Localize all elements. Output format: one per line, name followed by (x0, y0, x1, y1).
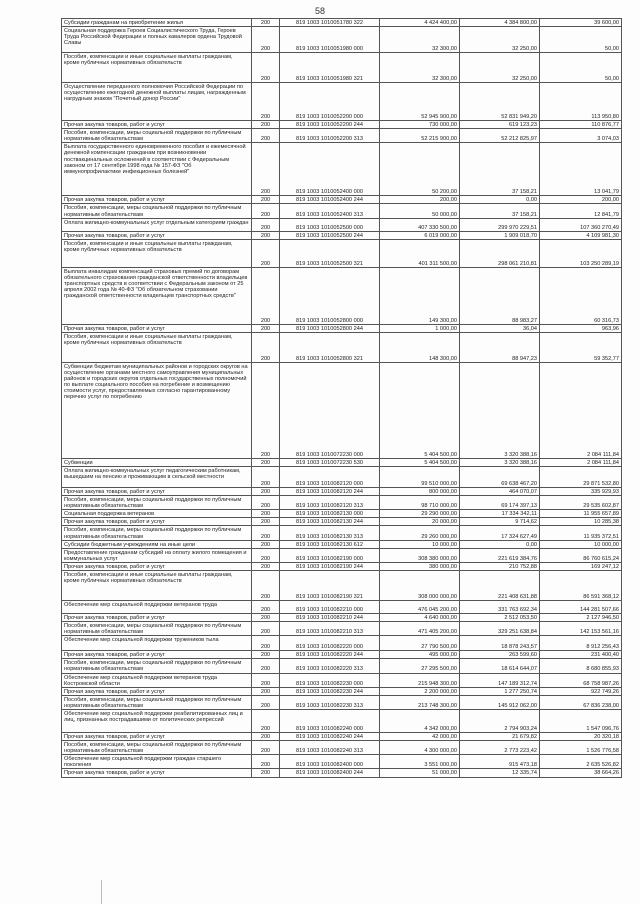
table-row (62, 324, 622, 332)
row-grbs-code: 200 (252, 636, 280, 651)
row-executed-amount: 32 250,00 (460, 53, 540, 83)
row-grbs-code: 200 (252, 53, 280, 83)
table-row (62, 687, 622, 695)
table-row (62, 121, 622, 129)
row-name: Обеспечение мер социальной поддержки реабилитированных лиц и лиц, признанных пострадавшими от политических репрессий (62, 710, 252, 733)
row-remaining-amount: 142 153 561,16 (540, 622, 622, 636)
row-executed-amount: 619 123,23 (460, 121, 540, 129)
row-executed-amount: 464 070,07 (460, 487, 540, 495)
row-name: Пособия, компенсации и иные социальные выплаты гражданам, кроме публичных нормативных обязательств (62, 332, 252, 362)
row-budget-code: 819 1003 1010052400 313 (280, 204, 380, 218)
row-budget-code: 819 1003 1010082190 000 (280, 548, 380, 562)
row-budget-code: 819 1003 1010082240 244 (280, 733, 380, 741)
row-name: Пособия, компенсации и иные социальные выплаты гражданам, кроме публичных нормативных обязательств (62, 570, 252, 600)
table-row (62, 636, 622, 651)
row-executed-amount: 0,00 (460, 540, 540, 548)
row-remaining-amount: 144 281 507,66 (540, 600, 622, 613)
table-row (62, 526, 622, 540)
table-row (62, 769, 622, 777)
row-grbs-code: 200 (252, 324, 280, 332)
row-grbs-code: 200 (252, 83, 280, 121)
row-budget-code: 819 1003 1010082210 313 (280, 622, 380, 636)
row-remaining-amount: 110 876,77 (540, 121, 622, 129)
row-grbs-code: 200 (252, 562, 280, 570)
row-executed-amount: 263 599,60 (460, 651, 540, 659)
row-executed-amount: 915 473,18 (460, 755, 540, 769)
row-grbs-code: 200 (252, 27, 280, 53)
row-name: Прочая закупка товаров, работ и услуг (62, 687, 252, 695)
row-approved-amount: 98 710 000,00 (380, 496, 460, 510)
row-approved-amount: 52 945 900,00 (380, 83, 460, 121)
row-approved-amount: 380 000,00 (380, 562, 460, 570)
table-row (62, 239, 622, 267)
row-approved-amount: 6 019 000,00 (380, 231, 460, 239)
row-remaining-amount: 59 352,77 (540, 332, 622, 362)
row-executed-amount: 2 773 223,42 (460, 741, 540, 755)
row-remaining-amount: 335 929,93 (540, 487, 622, 495)
row-budget-code: 819 1003 1010082400 000 (280, 755, 380, 769)
row-executed-amount: 88 947,23 (460, 332, 540, 362)
row-grbs-code: 200 (252, 613, 280, 621)
row-name: Прочая закупка товаров, работ и услуг (62, 733, 252, 741)
budget-table (61, 18, 622, 778)
row-executed-amount: 9 714,62 (460, 518, 540, 526)
row-executed-amount: 17 334 342,11 (460, 510, 540, 518)
row-budget-code: 819 1003 1010052500 321 (280, 239, 380, 267)
row-remaining-amount: 38 664,26 (540, 769, 622, 777)
row-grbs-code: 200 (252, 143, 280, 196)
row-name: Пособия, компенсации, меры социальной поддержки по публичным нормативным обязательствам (62, 204, 252, 218)
row-approved-amount: 5 404 500,00 (380, 362, 460, 458)
row-grbs-code: 200 (252, 570, 280, 600)
row-approved-amount: 308 000 000,00 (380, 570, 460, 600)
row-executed-amount: 2 512 053,50 (460, 613, 540, 621)
table-row (62, 487, 622, 495)
row-name: Пособия, компенсации, меры социальной поддержки по публичным нормативным обязательствам (62, 695, 252, 709)
row-remaining-amount: 3 074,03 (540, 129, 622, 143)
table-row (62, 129, 622, 143)
row-remaining-amount: 50,00 (540, 27, 622, 53)
table-row (62, 600, 622, 613)
row-name: Прочая закупка товаров, работ и услуг (62, 562, 252, 570)
row-name: Субвенции бюджетам муниципальных районов и городских округов на осуществление органами местного самоуправления муниципальных районов и городских округов отдельных государственных полномочий по выплате социального пособия на погребение и возмещению стоимости услуг, предоставляемых согласно гарантированному перечню услуг по погребению (62, 362, 252, 458)
row-executed-amount: 32 250,00 (460, 27, 540, 53)
row-approved-amount: 52 215 900,00 (380, 129, 460, 143)
row-executed-amount: 17 324 627,49 (460, 526, 540, 540)
table-row (62, 651, 622, 659)
row-remaining-amount: 169 247,12 (540, 562, 622, 570)
row-remaining-amount: 86 591 368,12 (540, 570, 622, 600)
row-budget-code: 819 1003 1010052800 000 (280, 267, 380, 324)
row-approved-amount: 1 000,00 (380, 324, 460, 332)
row-budget-code: 819 1003 1010082220 313 (280, 659, 380, 673)
row-approved-amount: 29 290 000,00 (380, 510, 460, 518)
row-name: Прочая закупка товаров, работ и услуг (62, 231, 252, 239)
row-name: Пособия, компенсации, меры социальной поддержки по публичным нормативным обязательствам (62, 741, 252, 755)
table-row (62, 496, 622, 510)
row-approved-amount: 4 342 000,00 (380, 710, 460, 733)
row-grbs-code: 200 (252, 466, 280, 487)
row-approved-amount: 99 510 000,00 (380, 466, 460, 487)
row-grbs-code: 200 (252, 687, 280, 695)
row-grbs-code: 200 (252, 231, 280, 239)
row-budget-code: 819 1003 1010082220 244 (280, 651, 380, 659)
row-approved-amount: 42 000,00 (380, 733, 460, 741)
row-approved-amount: 50 200,00 (380, 143, 460, 196)
row-executed-amount: 329 251 638,84 (460, 622, 540, 636)
row-budget-code: 819 1003 1010052200 000 (280, 83, 380, 121)
table-row (62, 218, 622, 231)
row-approved-amount: 51 000,00 (380, 769, 460, 777)
row-name: Выплата государственного единовременного пособия и ежемесячной денежной компенсации гражданам при возникновении поствакцинальных осложнений в соответствии с Федеральным законом от 17 сентября 1998 года № 157-ФЗ "Об иммунопрофилактике инфекционных болезней" (62, 143, 252, 196)
row-executed-amount: 3 320 388,16 (460, 362, 540, 458)
row-remaining-amount: 2 084 111,84 (540, 362, 622, 458)
row-grbs-code: 200 (252, 526, 280, 540)
row-approved-amount: 4 424 400,00 (380, 19, 460, 27)
table-row (62, 196, 622, 204)
row-name: Прочая закупка товаров, работ и услуг (62, 769, 252, 777)
row-budget-code: 819 1003 1010052500 000 (280, 218, 380, 231)
row-remaining-amount: 200,00 (540, 196, 622, 204)
row-budget-code: 819 1003 1010082230 244 (280, 687, 380, 695)
row-remaining-amount: 60 316,73 (540, 267, 622, 324)
row-grbs-code: 200 (252, 196, 280, 204)
row-name: Прочая закупка товаров, работ и услуг (62, 324, 252, 332)
row-grbs-code: 200 (252, 710, 280, 733)
row-name: Социальная поддержка ветеранов (62, 510, 252, 518)
row-executed-amount: 0,00 (460, 196, 540, 204)
row-executed-amount: 52 212 825,97 (460, 129, 540, 143)
row-budget-code: 819 1003 1010082240 000 (280, 710, 380, 733)
row-grbs-code: 200 (252, 487, 280, 495)
row-approved-amount: 495 000,00 (380, 651, 460, 659)
row-grbs-code: 200 (252, 755, 280, 769)
row-approved-amount: 476 045 200,00 (380, 600, 460, 613)
table-row (62, 540, 622, 548)
row-executed-amount: 18 614 644,07 (460, 659, 540, 673)
row-executed-amount: 18 878 243,57 (460, 636, 540, 651)
row-budget-code: 819 1003 1010082230 000 (280, 673, 380, 687)
table-row (62, 695, 622, 709)
row-grbs-code: 200 (252, 239, 280, 267)
row-executed-amount: 299 970 229,51 (460, 218, 540, 231)
row-remaining-amount: 8 680 855,93 (540, 659, 622, 673)
row-budget-code: 819 1003 1010082210 244 (280, 613, 380, 621)
row-name: Обеспечение мер социальной поддержки ветеранов труда Костромской области (62, 673, 252, 687)
table-row (62, 510, 622, 518)
row-grbs-code: 200 (252, 540, 280, 548)
row-grbs-code: 200 (252, 267, 280, 324)
row-approved-amount: 730 000,00 (380, 121, 460, 129)
row-budget-code: 819 1003 1010051980 000 (280, 27, 380, 53)
row-remaining-amount: 12 841,79 (540, 204, 622, 218)
row-remaining-amount: 1 547 096,76 (540, 710, 622, 733)
row-budget-code: 819 1003 1010052400 244 (280, 196, 380, 204)
row-remaining-amount: 113 950,80 (540, 83, 622, 121)
table-row (62, 673, 622, 687)
row-name: Прочая закупка товаров, работ и услуг (62, 487, 252, 495)
row-budget-code: 819 1003 1010052800 321 (280, 332, 380, 362)
table-row (62, 53, 622, 83)
row-remaining-amount: 1 526 776,58 (540, 741, 622, 755)
table-row (62, 548, 622, 562)
row-name: Пособия, компенсации и иные социальные выплаты гражданам, кроме публичных нормативных обязательств (62, 239, 252, 267)
row-executed-amount: 221 619 384,76 (460, 548, 540, 562)
table-row (62, 27, 622, 53)
row-budget-code: 819 1003 1010082220 000 (280, 636, 380, 651)
row-name: Пособия, компенсации и иные социальные выплаты гражданам, кроме публичных нормативных обязательств (62, 53, 252, 83)
row-approved-amount: 32 300,00 (380, 53, 460, 83)
row-budget-code: 819 1003 1010051980 321 (280, 53, 380, 83)
row-executed-amount: 36,04 (460, 324, 540, 332)
row-remaining-amount: 963,96 (540, 324, 622, 332)
table-row (62, 83, 622, 121)
row-name: Прочая закупка товаров, работ и услуг (62, 651, 252, 659)
row-budget-code: 819 1003 1010082190 321 (280, 570, 380, 600)
row-remaining-amount: 2 127 946,50 (540, 613, 622, 621)
row-grbs-code: 200 (252, 496, 280, 510)
row-name: Прочая закупка товаров, работ и услуг (62, 196, 252, 204)
row-executed-amount: 4 384 800,00 (460, 19, 540, 27)
row-remaining-amount: 11 955 657,89 (540, 510, 622, 518)
row-grbs-code: 200 (252, 622, 280, 636)
row-name: Обеспечение мер социальной поддержки ветеранов труда (62, 600, 252, 613)
scan-margin-line (101, 880, 102, 904)
table-row (62, 362, 622, 458)
row-approved-amount: 800 000,00 (380, 487, 460, 495)
row-executed-amount: 145 912 062,00 (460, 695, 540, 709)
row-approved-amount: 20 000,00 (380, 518, 460, 526)
row-executed-amount: 298 061 210,81 (460, 239, 540, 267)
row-approved-amount: 4 640 000,00 (380, 613, 460, 621)
row-budget-code: 819 1003 1010052400 000 (280, 143, 380, 196)
row-grbs-code: 200 (252, 332, 280, 362)
row-executed-amount: 69 638 467,20 (460, 466, 540, 487)
row-name: Предоставление гражданам субсидий на оплату жилого помещения и коммунальных услуг (62, 548, 252, 562)
table-row (62, 231, 622, 239)
row-remaining-amount: 922 749,26 (540, 687, 622, 695)
row-name: Оплата жилищно-коммунальных услуг отдельным категориям граждан (62, 218, 252, 231)
table-row (62, 332, 622, 362)
table-row (62, 710, 622, 733)
row-remaining-amount: 20 320,18 (540, 733, 622, 741)
row-approved-amount: 148 300,00 (380, 332, 460, 362)
row-budget-code: 819 1003 1010082130 244 (280, 518, 380, 526)
row-budget-code: 819 1003 1010082130 612 (280, 540, 380, 548)
row-budget-code: 819 1003 1010082120 000 (280, 466, 380, 487)
row-remaining-amount: 13 041,79 (540, 143, 622, 196)
row-approved-amount: 29 260 000,00 (380, 526, 460, 540)
row-name: Оплата жилищно-коммунальных услуг педагогическим работникам, вышедшим на пенсию и проживающим в сельской местности (62, 466, 252, 487)
row-grbs-code: 200 (252, 129, 280, 143)
row-remaining-amount: 8 912 256,43 (540, 636, 622, 651)
row-budget-code: 819 1003 1010052200 313 (280, 129, 380, 143)
row-budget-code: 819 1003 1010052800 244 (280, 324, 380, 332)
row-grbs-code: 200 (252, 218, 280, 231)
row-remaining-amount: 39 600,00 (540, 19, 622, 27)
budget-table-body (62, 19, 622, 778)
row-executed-amount: 37 158,21 (460, 204, 540, 218)
row-budget-code: 819 1003 1010082210 000 (280, 600, 380, 613)
table-row (62, 458, 622, 466)
row-remaining-amount: 10 285,38 (540, 518, 622, 526)
row-name: Выплата инвалидам компенсаций страховых премий по договорам обязательного страхования гражданской ответственности владельцев транспортных средств в соответствии с Федеральным законом от 25 апреля 2002 года № 40-ФЗ "Об обязательном страховании гражданской ответственности владельцев транспортных средств" (62, 267, 252, 324)
row-executed-amount: 331 763 692,34 (460, 600, 540, 613)
row-remaining-amount: 107 360 270,49 (540, 218, 622, 231)
row-name: Осуществление переданного полномочия Российской Федерации по осуществлению ежегодной денежной выплаты лицам, награжденным нагрудным знаком "Почетный донор России" (62, 83, 252, 121)
row-approved-amount: 4 300 000,00 (380, 741, 460, 755)
row-grbs-code: 200 (252, 458, 280, 466)
row-executed-amount: 1 909 018,70 (460, 231, 540, 239)
row-approved-amount: 213 748 300,00 (380, 695, 460, 709)
row-name: Обеспечение мер социальной поддержки тружеников тыла (62, 636, 252, 651)
row-grbs-code: 200 (252, 362, 280, 458)
row-name: Прочая закупка товаров, работ и услуг (62, 613, 252, 621)
table-row (62, 19, 622, 27)
table-row (62, 622, 622, 636)
row-budget-code: 819 1003 1010082240 313 (280, 741, 380, 755)
table-row (62, 143, 622, 196)
row-remaining-amount: 103 250 289,19 (540, 239, 622, 267)
row-remaining-amount: 2 084 111,84 (540, 458, 622, 466)
row-approved-amount: 5 404 500,00 (380, 458, 460, 466)
row-grbs-code: 200 (252, 121, 280, 129)
row-executed-amount: 88 983,27 (460, 267, 540, 324)
row-executed-amount: 2 794 903,24 (460, 710, 540, 733)
row-name: Прочая закупка товаров, работ и услуг (62, 121, 252, 129)
row-remaining-amount: 86 760 615,24 (540, 548, 622, 562)
row-budget-code: 819 1003 1010072230 530 (280, 458, 380, 466)
row-name: Обеспечение мер социальной поддержки граждан старшего поколения (62, 755, 252, 769)
table-row (62, 570, 622, 600)
row-executed-amount: 52 831 949,20 (460, 83, 540, 121)
table-row (62, 518, 622, 526)
row-name: Прочая закупка товаров, работ и услуг (62, 518, 252, 526)
row-approved-amount: 471 405 200,00 (380, 622, 460, 636)
row-budget-code: 819 1003 1010082190 244 (280, 562, 380, 570)
row-budget-code: 819 1003 1010082130 000 (280, 510, 380, 518)
row-approved-amount: 27 790 500,00 (380, 636, 460, 651)
table-row (62, 733, 622, 741)
table-row (62, 613, 622, 621)
row-budget-code: 819 1003 1010082120 313 (280, 496, 380, 510)
table-row (62, 659, 622, 673)
row-grbs-code: 200 (252, 19, 280, 27)
row-executed-amount: 12 335,74 (460, 769, 540, 777)
row-budget-code: 819 1003 1010072230 000 (280, 362, 380, 458)
page-number: 58 (314, 6, 325, 16)
table-row (62, 562, 622, 570)
row-executed-amount: 1 277 250,74 (460, 687, 540, 695)
row-executed-amount: 37 158,21 (460, 143, 540, 196)
row-budget-code: 819 1003 1010082230 313 (280, 695, 380, 709)
row-name: Пособия, компенсации, меры социальной поддержки по публичным нормативным обязательствам (62, 526, 252, 540)
row-grbs-code: 200 (252, 659, 280, 673)
row-approved-amount: 215 948 300,00 (380, 673, 460, 687)
row-budget-code: 819 1003 1010052200 244 (280, 121, 380, 129)
row-remaining-amount: 67 836 238,00 (540, 695, 622, 709)
row-remaining-amount: 68 758 987,26 (540, 673, 622, 687)
row-remaining-amount: 231 400,40 (540, 651, 622, 659)
row-remaining-amount: 29 871 532,80 (540, 466, 622, 487)
row-approved-amount: 401 311 500,00 (380, 239, 460, 267)
table-row (62, 755, 622, 769)
table-row (62, 741, 622, 755)
row-remaining-amount: 11 935 372,51 (540, 526, 622, 540)
row-name: Пособия, компенсации, меры социальной поддержки по публичным нормативным обязательствам (62, 129, 252, 143)
table-row (62, 267, 622, 324)
table-row (62, 466, 622, 487)
row-approved-amount: 200,00 (380, 196, 460, 204)
row-remaining-amount: 4 109 981,30 (540, 231, 622, 239)
row-remaining-amount: 10 000,00 (540, 540, 622, 548)
row-name: Пособия, компенсации, меры социальной поддержки по публичным нормативным обязательствам (62, 496, 252, 510)
row-grbs-code: 200 (252, 741, 280, 755)
row-name: Пособия, компенсации, меры социальной поддержки по публичным нормативным обязательствам (62, 622, 252, 636)
row-executed-amount: 69 174 397,13 (460, 496, 540, 510)
row-approved-amount: 3 551 000,00 (380, 755, 460, 769)
row-name: Субсидии бюджетным учреждениям на иные цели (62, 540, 252, 548)
row-approved-amount: 308 380 000,00 (380, 548, 460, 562)
table-row (62, 204, 622, 218)
row-remaining-amount: 2 635 526,82 (540, 755, 622, 769)
row-executed-amount: 21 679,82 (460, 733, 540, 741)
row-executed-amount: 221 408 631,88 (460, 570, 540, 600)
row-grbs-code: 200 (252, 548, 280, 562)
row-approved-amount: 149 300,00 (380, 267, 460, 324)
row-name: Социальная поддержка Героев Социалистического Труда, Героев Труда Российской Федерации и полных кавалеров ордена Трудовой Славы (62, 27, 252, 53)
row-approved-amount: 10 000,00 (380, 540, 460, 548)
row-approved-amount: 27 295 500,00 (380, 659, 460, 673)
row-budget-code: 819 1003 1010082130 313 (280, 526, 380, 540)
row-grbs-code: 200 (252, 204, 280, 218)
row-remaining-amount: 50,00 (540, 53, 622, 83)
row-grbs-code: 200 (252, 651, 280, 659)
row-budget-code: 819 1003 1010082400 244 (280, 769, 380, 777)
row-budget-code: 819 1003 1010051780 322 (280, 19, 380, 27)
row-executed-amount: 3 320 388,16 (460, 458, 540, 466)
row-name: Субсидии гражданам на приобретение жилья (62, 19, 252, 27)
row-grbs-code: 200 (252, 769, 280, 777)
row-grbs-code: 200 (252, 518, 280, 526)
row-executed-amount: 210 752,88 (460, 562, 540, 570)
row-approved-amount: 407 330 500,00 (380, 218, 460, 231)
row-budget-code: 819 1003 1010082120 244 (280, 487, 380, 495)
row-executed-amount: 147 189 312,74 (460, 673, 540, 687)
row-grbs-code: 200 (252, 510, 280, 518)
row-approved-amount: 32 300,00 (380, 27, 460, 53)
row-remaining-amount: 29 535 602,87 (540, 496, 622, 510)
row-name: Субвенции (62, 458, 252, 466)
row-grbs-code: 200 (252, 695, 280, 709)
row-approved-amount: 50 000,00 (380, 204, 460, 218)
row-approved-amount: 2 200 000,00 (380, 687, 460, 695)
row-budget-code: 819 1003 1010052500 244 (280, 231, 380, 239)
row-grbs-code: 200 (252, 673, 280, 687)
row-grbs-code: 200 (252, 733, 280, 741)
row-grbs-code: 200 (252, 600, 280, 613)
row-name: Пособия, компенсации, меры социальной поддержки по публичным нормативным обязательствам (62, 659, 252, 673)
